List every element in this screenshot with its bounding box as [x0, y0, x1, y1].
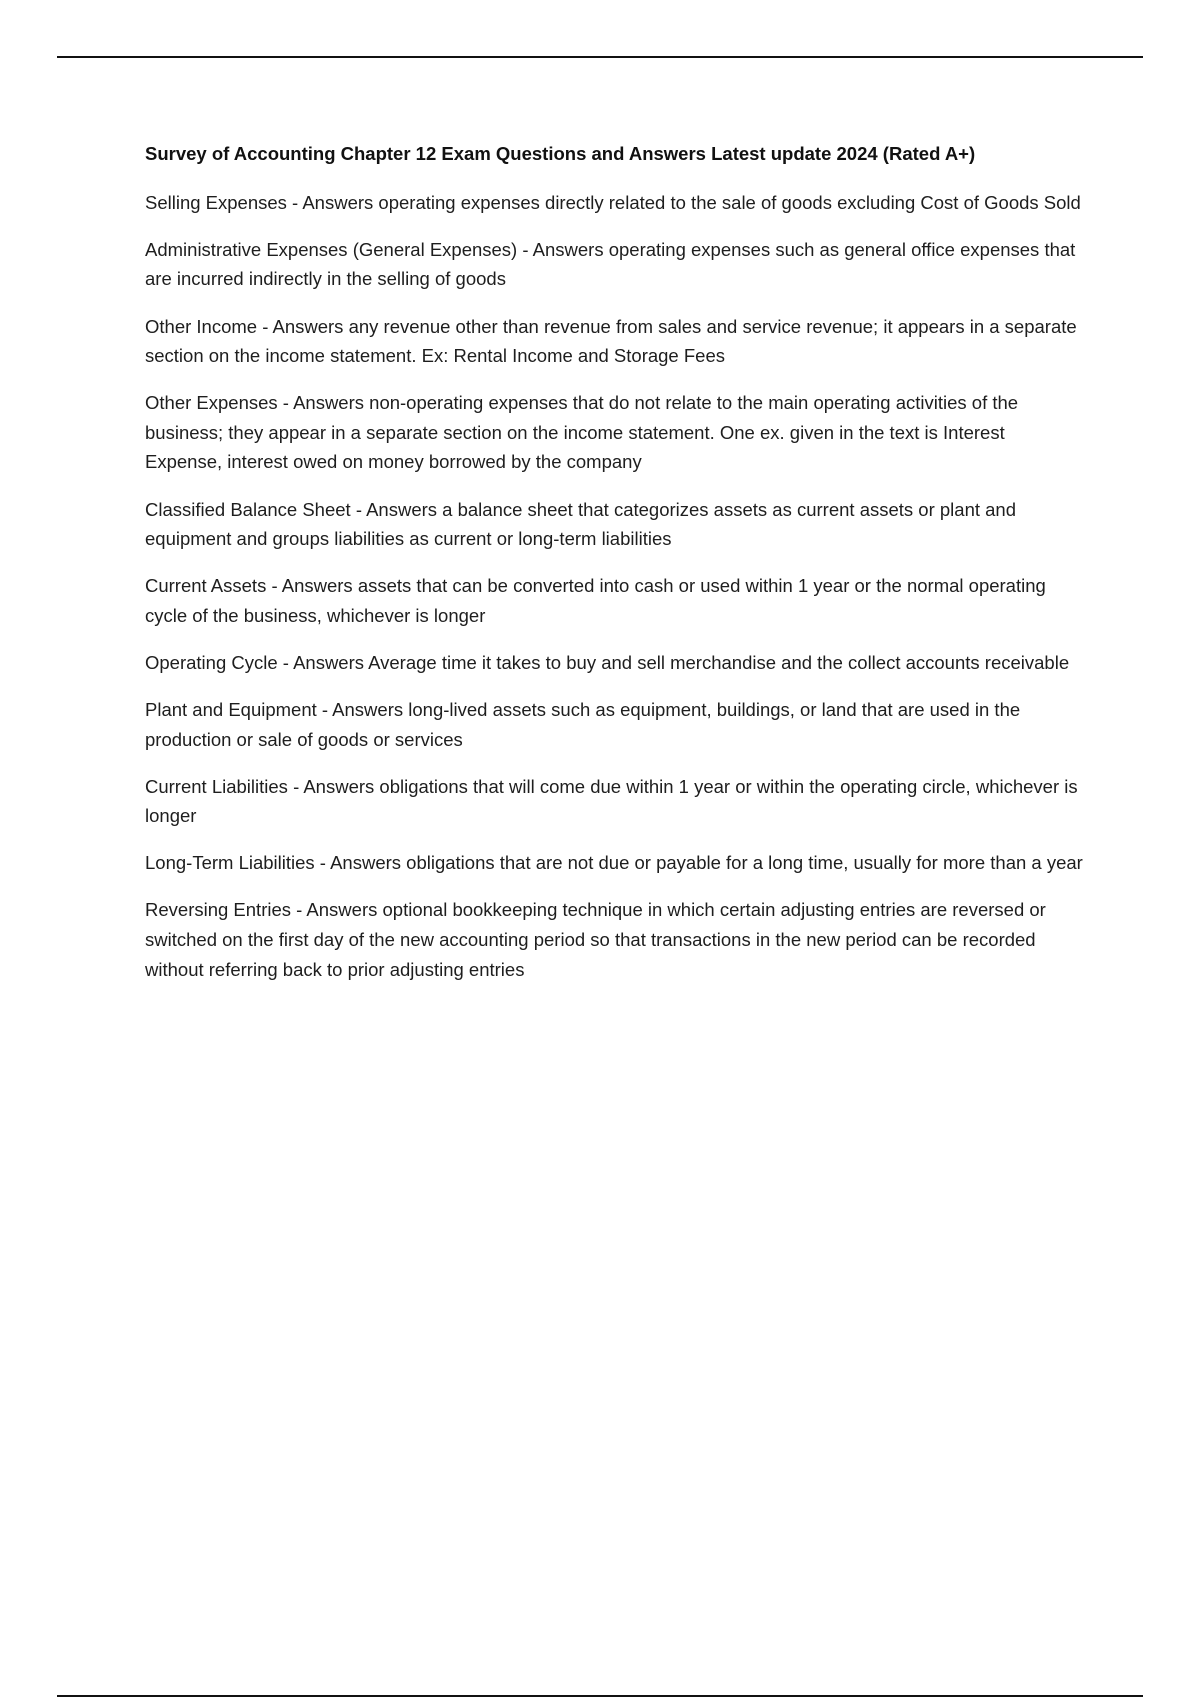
entry-operating-cycle: Operating Cycle - Answers Average time it takes to buy and sell merchandise and the collect accounts receivable — [145, 651, 1070, 673]
entry-current-assets: Current Assets - Answers assets that can be converted into cash or used within 1 year or the normal operating cycle of the business, whichever is longer — [145, 575, 1046, 626]
document-title: Survey of Accounting Chapter 12 Exam Questions and Answers Latest update 2024 (Rated A+) — [145, 143, 976, 164]
entry-administrative-expenses: Administrative Expenses (General Expenses) - Answers operating expenses such as general office expenses that are incurred indirectly in the selling of goods — [145, 238, 1076, 290]
entry-other-expenses: Other Expenses - Answers non-operating expenses that do not relate to the main operating activities of the business; they appear in a separate section on the income statement. One ex. given in the text is Interest Expense, interest owed on money borrowed by the company — [145, 392, 1019, 473]
entry-plant-and-equipment: Plant and Equipment - Answers long-lived assets such as equipment, buildings, or land that are used in the production or sale of goods or services — [145, 698, 1021, 750]
entry-current-liabilities: Current Liabilities - Answers obligations that will come due within 1 year or within the operating circle, whichever is longer — [145, 775, 1078, 827]
bottom-rule — [57, 1695, 1143, 1697]
top-rule — [57, 56, 1143, 58]
entry-other-income: Other Income - Answers any revenue other than revenue from sales and service revenue; it appears in a separate section on the income statement. Ex: Rental Income and Storage Fees — [145, 315, 1077, 367]
entry-reversing-entries: Reversing Entries - Answers optional bookkeeping technique in which certain adjusting entries are reversed or switched on the first day of the new accounting period so that transactions in the new period can be recorded without referring back to prior adjusting entries — [145, 899, 1046, 980]
entry-selling-expenses: Selling Expenses - Answers operating expenses directly related to the sale of goods excluding Cost of Goods Sold — [145, 191, 1081, 213]
document-body — [145, 140, 1085, 1002]
entry-classified-balance-sheet: Classified Balance Sheet - Answers a balance sheet that categorizes assets as current assets or plant and equipment and groups liabilities as current or long-term liabilities — [145, 498, 1017, 550]
entry-long-term-liabilities: Long-Term Liabilities - Answers obligations that are not due or payable for a long time, usually for more than a year — [145, 852, 1083, 874]
